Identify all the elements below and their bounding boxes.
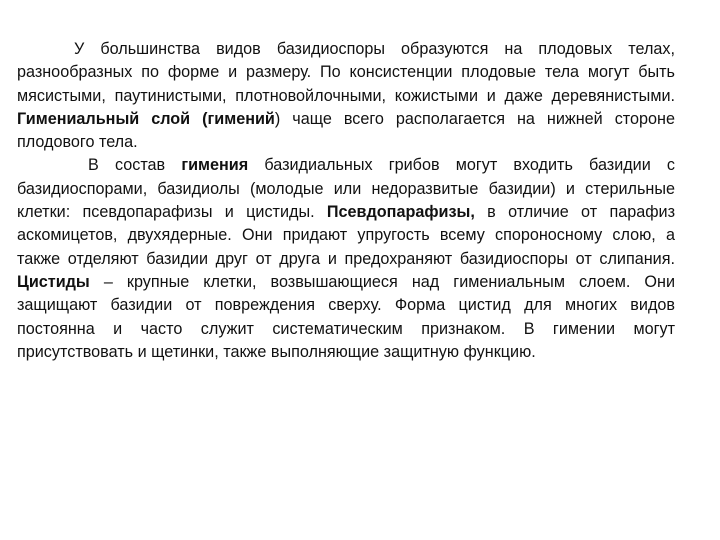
text-segment: в отличие от парафиз аскомицетов, двухядерные. Они придают упругость всему спороносному слою, а также отделяют базидии друг от друга и предохраняют базидиоспоры от слипания. — [17, 203, 675, 268]
paragraph-hymenium-composition — [17, 154, 675, 364]
text-segment: – крупные клетки, возвышающиеся над гимениальным слоем. Они защищают базидии от повреждения сверху. Форма цистид для многих видов постоянна и часто служит систематическим признаком. В гимении могут присутствовать и щетинки, также выполняющие защитную функцию. — [17, 272, 675, 361]
text-segment: У большинства видов базидиоспоры образуются на плодовых телах, разнообразных по форме и размеру. По консистенции плодовые тела могут быть мясистыми, паутинистыми, плотновойлочными, кожистыми и даже деревянистыми. — [17, 40, 675, 105]
paragraph-fruiting-bodies — [17, 38, 675, 154]
term-hymenium: гимения — [181, 156, 249, 175]
text-segment: ) чаще всего располагается на нижней стороне плодового тела. — [17, 109, 675, 152]
term-hymenial-layer: Гимениальный слой (гимений — [17, 109, 275, 128]
text-segment: В состав — [88, 156, 182, 175]
text-page — [17, 38, 675, 364]
term-pseudoparaphyses: Псевдопарафизы, — [326, 203, 475, 222]
term-cystidia: Цистиды — [17, 272, 90, 291]
text-segment: базидиальных грибов могут входить базидии с базидиоспорами, базидиолы (молодые или недоразвитые базидии) и стерильные клетки: псевдопарафизы и цистиды. — [17, 156, 676, 222]
